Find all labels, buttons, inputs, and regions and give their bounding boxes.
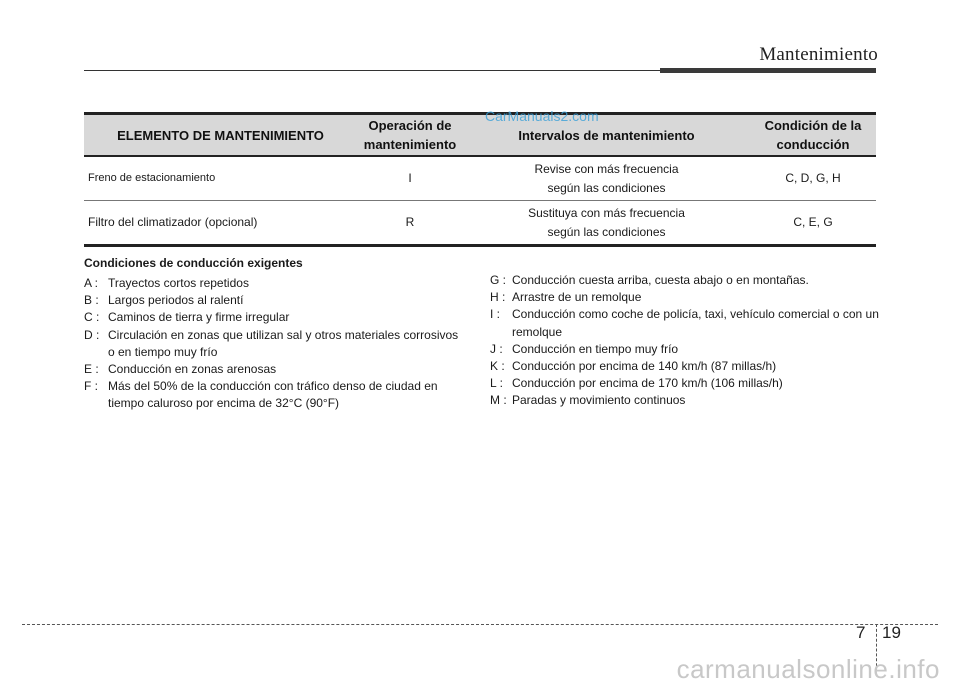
- watermark-bottom: carmanualsonline.info: [676, 654, 940, 684]
- condition-key: A :: [84, 276, 99, 290]
- condition-item: [84, 378, 464, 412]
- condition-item: [490, 358, 880, 375]
- chapter-number: 7: [856, 623, 866, 642]
- conditions-title: Condiciones de conducción exigentes: [84, 256, 303, 270]
- header-operation: Operación de mantenimiento: [363, 118, 457, 152]
- condition-key: B :: [84, 293, 99, 308]
- header-condition: Condición de la conducción: [764, 118, 862, 152]
- condition-item: [84, 327, 464, 361]
- condition-text: Más del 50% de la conducción con tráfico denso de ciudad en tiempo caluroso por encima de 32°C (90°F): [108, 379, 438, 411]
- condition-key: F :: [84, 379, 98, 394]
- row-item: Filtro del climatizador (opcional): [88, 215, 258, 229]
- condition-text: Circulación en zonas que utilizan sal y otros materiales corrosivos o en tiempo muy frío: [108, 327, 459, 359]
- row-interval-line2: según las condiciones: [547, 180, 666, 195]
- condition-text: Conducción en zonas arenosas: [108, 362, 277, 377]
- condition-item: [490, 375, 880, 392]
- header-interval: Intervalos de mantenimiento: [518, 127, 695, 143]
- conditions-list-right: [490, 272, 880, 410]
- header-bar: [660, 68, 876, 73]
- row-interval: [463, 201, 750, 244]
- row-interval: [463, 157, 750, 200]
- table-row: [84, 200, 876, 244]
- condition-key: J :: [490, 341, 503, 356]
- table-row: [84, 157, 876, 200]
- table-header-row: [84, 115, 876, 157]
- condition-item: [490, 289, 880, 306]
- condition-text: Largos periodos al ralentí: [108, 293, 244, 308]
- condition-key: I :: [490, 307, 501, 322]
- conditions-list-left: [84, 275, 464, 413]
- condition-item: [84, 292, 464, 309]
- footer-dashed-rule: [22, 624, 938, 625]
- condition-text: Conducción como coche de policía, taxi, vehículo comercial o con un remolque: [512, 307, 879, 339]
- condition-key: H :: [490, 290, 506, 305]
- condition-key: C :: [84, 310, 100, 325]
- condition-item: [490, 392, 880, 409]
- header-item: ELEMENTO DE MANTENIMIENTO: [117, 127, 324, 143]
- condition-item: [490, 341, 880, 358]
- condition-item: [490, 306, 880, 340]
- row-conditions: C, E, G: [793, 215, 833, 229]
- condition-text: Conducción por encima de 140 km/h (87 millas/h): [512, 359, 777, 374]
- condition-text: Paradas y movimiento continuos: [512, 393, 686, 408]
- row-operation: R: [405, 215, 415, 229]
- row-conditions: C, D, G, H: [785, 171, 841, 185]
- condition-key: K :: [490, 359, 505, 374]
- condition-item: [84, 361, 464, 378]
- row-item: Freno de estacionamiento: [88, 172, 216, 184]
- condition-key: L :: [490, 376, 503, 391]
- maintenance-table: [84, 112, 876, 247]
- condition-item: [490, 272, 880, 289]
- condition-item: [84, 309, 464, 326]
- row-interval-line2: según las condiciones: [547, 224, 666, 239]
- row-interval-line1: Revise con más frecuencia: [534, 161, 679, 176]
- watermark-top: CarManuals2.com: [485, 108, 599, 124]
- condition-text: Conducción cuesta arriba, cuesta abajo o en montañas.: [512, 273, 809, 287]
- row-operation: I: [408, 171, 412, 185]
- row-interval-line1: Sustituya con más frecuencia: [528, 205, 685, 220]
- condition-text: Trayectos cortos repetidos: [108, 276, 249, 290]
- condition-key: D :: [84, 327, 100, 342]
- condition-text: Conducción por encima de 170 km/h (106 millas/h): [512, 376, 783, 391]
- header-rule: [84, 70, 660, 71]
- condition-item: [84, 275, 464, 292]
- condition-text: Conducción en tiempo muy frío: [512, 341, 679, 356]
- page-number: 19: [882, 623, 901, 642]
- condition-key: G :: [490, 273, 507, 287]
- page-header-title: Mantenimiento: [759, 44, 878, 65]
- condition-key: E :: [84, 362, 99, 377]
- condition-text: Arrastre de un remolque: [512, 290, 642, 305]
- condition-text: Caminos de tierra y firme irregular: [108, 310, 290, 325]
- condition-key: M :: [490, 393, 507, 408]
